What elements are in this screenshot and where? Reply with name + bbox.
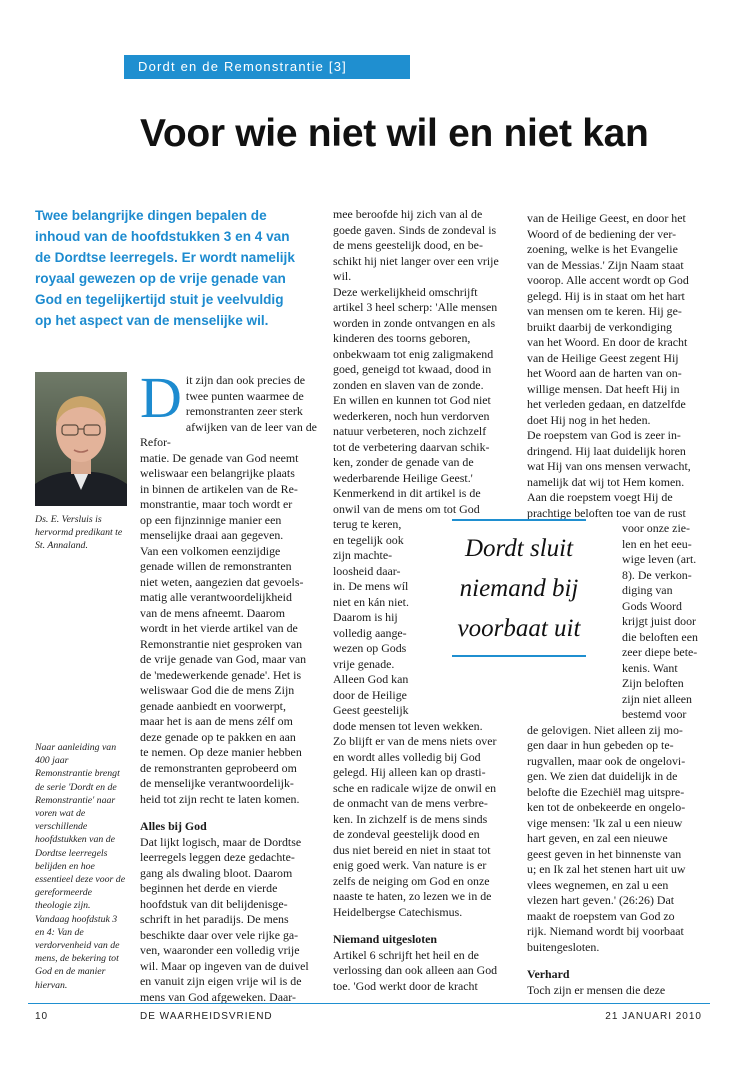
text-line: vlees wegnemen, en zal u een bbox=[527, 877, 669, 892]
text-line: maakt de roepstem van God zo bbox=[527, 908, 675, 923]
text-line: vrije genade. bbox=[333, 656, 395, 671]
text-line: sche en radicale wijze de onwil en bbox=[333, 780, 497, 795]
text-line: kenis. Want bbox=[622, 660, 678, 675]
text-line: genade aanbiedt en voorwerpt, bbox=[140, 698, 286, 713]
text-line: wordt in het vierde artikel van de bbox=[140, 621, 298, 635]
column-1 bbox=[140, 365, 320, 1005]
article-title: Voor wie niet wil en niet kan bbox=[140, 112, 649, 155]
text-line: van de Messias.' Zijn Naam staat bbox=[527, 257, 684, 272]
text-line: schrift in het paradijs. De mens bbox=[140, 912, 289, 926]
text-line: gang als dwaling bloot. Daarom bbox=[140, 865, 293, 880]
text-line: kinderen des toorns geboren, bbox=[333, 331, 471, 345]
text-line: len en het eeu- bbox=[622, 536, 692, 551]
text-line: dringend. Hij laat duidelijk horen bbox=[527, 443, 686, 458]
text-line: worden in zonde ontvangen en als bbox=[333, 315, 496, 330]
text-line: it zijn dan ook precies de bbox=[185, 373, 306, 387]
intro-paragraph: Twee belangrijke dingen bepalen de inhoud van de hoofdstukken 3 en 4 van de Dordtse leerregels. Er wordt namelijk royaal gewezen op de vrije genade van God en tegelijkertijd stuit je veelvuldig op het aspect van de menselijke wil. bbox=[35, 208, 295, 328]
text-line: gen daar in hun gebeden op te- bbox=[527, 738, 674, 752]
text-line: Zo blijft er van de mens niets over bbox=[333, 734, 497, 748]
text-line: hoofdstuk van dit belijdenisge- bbox=[140, 896, 288, 911]
pull-quote-line: niemand bij bbox=[459, 575, 579, 602]
text-line: voor onze zie- bbox=[622, 521, 691, 535]
text-line: maar het is aan de mens zélf om bbox=[140, 714, 293, 728]
text-line: de menselijke verantwoordelijk- bbox=[140, 776, 294, 790]
text-line: twee punten waarmee de bbox=[185, 388, 304, 403]
section-heading: Alles bij God bbox=[140, 819, 207, 833]
text-line: goed, geneigd tot kwaad, dood in bbox=[333, 362, 492, 376]
text-line: remonstranten zeer sterk bbox=[185, 404, 303, 418]
text-line: monstrantie, maar toch wordt er bbox=[140, 497, 293, 511]
text-line: ken. In zichzelf is de mens sinds bbox=[333, 811, 488, 826]
text-line: de gelovigen. Niet alleen zij mo- bbox=[527, 722, 683, 737]
magazine-name: DE WAARHEIDSVRIEND bbox=[140, 1011, 273, 1022]
text-line: De roepstem van God is zeer in- bbox=[527, 428, 681, 442]
text-line: en tegelijk ook bbox=[333, 532, 404, 547]
issue-date: 21 JANUARI 2010 bbox=[605, 1011, 702, 1022]
text-line: bestemd voor bbox=[622, 707, 687, 721]
text-line: van mensen om te keren. Hij ge- bbox=[527, 304, 682, 318]
series-note: Naar aanleiding van 400 jaar Remonstrantie brengt de serie 'Dordt en de Remonstrantie' naar voren wat de verschillende hoofdstukken van de Dordtse leerregels belijden en hoe essentieel deze voor de gereformeerde theologie zijn. Vandaag hoofdstuk 3 en 4: Van de verdorvenheid van de mens, de bekering tot God en de manier hiervan. bbox=[35, 742, 126, 991]
drop-cap: D bbox=[140, 365, 182, 430]
text-line: onbekwaam tot enig zaligmakend bbox=[333, 346, 494, 361]
text-line: matie. De genade van God neemt bbox=[140, 450, 299, 465]
text-line: rugvallen, maar ook de ongelovi- bbox=[527, 753, 686, 768]
pull-quote-line: Dordt sluit bbox=[464, 535, 574, 562]
text-line: te nemen. Op deze manier hebben bbox=[140, 745, 302, 759]
text-line: artikel 3 heel scherp: 'Alle mensen bbox=[333, 300, 498, 314]
text-line: zonden en slaven van de zonde. bbox=[333, 377, 484, 392]
text-line: van de Heilige Geest zegent Hij bbox=[527, 350, 679, 365]
text-line: de mens geestelijk dood, en be- bbox=[333, 238, 483, 252]
text-line: Kenmerkend in dit artikel is de bbox=[333, 486, 481, 500]
text-line: heid tot zijn recht te laten komen. bbox=[140, 791, 300, 806]
text-line: goede gaven. Sinds de zondeval is bbox=[333, 222, 497, 237]
text-line: geest geven in het binnenste van bbox=[527, 846, 682, 861]
text-line: niet en kán niet. bbox=[333, 594, 409, 609]
section-heading: Niemand uitgesloten bbox=[333, 932, 438, 946]
text-line: van het Woord. En door de kracht bbox=[527, 335, 688, 349]
pull-quote bbox=[440, 519, 598, 679]
text-line: mee beroofde hij zich van al de bbox=[333, 207, 483, 221]
text-line: Zijn beloften bbox=[622, 676, 684, 690]
pull-quote-rule bbox=[452, 655, 586, 657]
text-line: niet weten, aangezien dat gevoels- bbox=[140, 574, 304, 589]
text-line: Toch zijn er mensen die deze bbox=[527, 982, 666, 997]
text-line: doet Hij nog in het heden. bbox=[527, 412, 651, 427]
text-line: Aan die roepstem voegt Hij de bbox=[527, 490, 673, 504]
text-line: dus niet bereid en niet in staat tot bbox=[333, 842, 491, 857]
text-line: onwil van de mens om tot God bbox=[333, 501, 480, 516]
text-line: rijk. Niemand wordt bij voorbaat bbox=[527, 924, 684, 938]
text-line: matig alle verantwoordelijkheid bbox=[140, 590, 292, 604]
text-line: zijn niet alleen bbox=[622, 691, 692, 706]
text-line: genade willen de remonstranten bbox=[140, 559, 292, 573]
text-line: wederbarende Heilige Geest.' bbox=[333, 470, 473, 485]
text-line: ken tot de onbekeerde en ongelo- bbox=[527, 800, 686, 814]
text-line: hart geven, en zal een nieuwe bbox=[527, 831, 668, 845]
text-line: menselijke draai aan gegeven. bbox=[140, 528, 284, 542]
text-line: deze genade op te pakken en aan bbox=[140, 729, 296, 744]
text-line: weliswaar een belangrijke plaats bbox=[140, 466, 295, 480]
section-heading: Verhard bbox=[527, 967, 570, 981]
text-line: vige mensen: 'Ik zal u een nieuw bbox=[527, 815, 683, 830]
text-line: bruikt daarbij de verkondiging bbox=[527, 319, 672, 334]
text-line: krijgt juist door bbox=[622, 614, 696, 628]
text-line: de zondeval geestelijk dood en bbox=[333, 827, 480, 841]
pull-quote-line: voorbaat uit bbox=[457, 615, 581, 642]
text-line: u; en Ik zal het stenen hart uit uw bbox=[527, 862, 686, 876]
text-line: wige leven (art. bbox=[622, 552, 697, 566]
text-line: gen. We zien dat duidelijk in de bbox=[527, 769, 678, 783]
text-line: verlossing dan ook alleen aan God bbox=[333, 963, 498, 977]
text-line: willige mensen. Dat heeft Hij in bbox=[527, 381, 680, 396]
text-line: van de mens afneemt. Daarom bbox=[140, 605, 285, 620]
text-line: Daarom is hij bbox=[333, 610, 398, 624]
text-line: door de Heilige bbox=[333, 687, 407, 702]
text-line: gelegd. Hij is in staat om het hart bbox=[527, 288, 685, 303]
text-line: Dat lijkt logisch, maar de Dordtse bbox=[140, 834, 302, 849]
text-line: Artikel 6 schrijft het heil en de bbox=[333, 947, 479, 962]
text-line: in. De mens wíl bbox=[333, 579, 409, 593]
text-line: namelijk dat wij tot Hem komen. bbox=[527, 474, 685, 489]
text-line: wil. bbox=[333, 269, 352, 283]
text-line: ken, zonder de genade van de bbox=[333, 455, 474, 469]
text-line: wat Hij van ons mensen verwacht, bbox=[527, 459, 691, 473]
text-line: en vanuit zijn eigen vrije wil is de bbox=[140, 974, 302, 988]
text-line: afwijken van de leer van de Refor- bbox=[140, 419, 317, 449]
photo-caption: Ds. E. Versluis is hervormd predikant te St. Annaland. bbox=[35, 514, 123, 552]
text-line: de 'medewerkende genade'. Het is bbox=[140, 667, 302, 682]
page-number: 10 bbox=[35, 1011, 49, 1022]
text-line: leerregels leggen deze gedachte- bbox=[140, 850, 295, 864]
author-photo bbox=[35, 372, 127, 506]
text-line: Heidelbergse Catechismus. bbox=[333, 904, 463, 919]
text-line: vlezen hart geven.' (26:26) Dat bbox=[527, 893, 675, 907]
footer-rule bbox=[28, 1003, 710, 1004]
author-portrait bbox=[35, 372, 127, 506]
text-line: het Woord aan de harten van on- bbox=[527, 366, 682, 380]
text-line: buitengesloten. bbox=[527, 939, 600, 954]
text-line: van de Heilige Geest, en door het bbox=[527, 211, 686, 225]
text-line: gelegd. Hij alleen kan op drasti- bbox=[333, 765, 486, 779]
text-line: Deze werkelijkheid omschrijft bbox=[333, 284, 478, 299]
text-line: wil. Maar op ingeven van de duivel bbox=[140, 958, 309, 973]
text-line: beginnen het derde en vierde bbox=[140, 881, 278, 895]
text-line: schikt hij niet langer over een vrije bbox=[333, 253, 499, 268]
text-line: Woord of de bediening der ver- bbox=[527, 226, 677, 241]
text-line: zelfs de neiging om God en onze bbox=[333, 873, 490, 888]
text-line: en wordt alles volledig bij God bbox=[333, 749, 481, 764]
text-line: wezen op Gods bbox=[333, 641, 407, 655]
text-line: Gods Woord bbox=[622, 598, 682, 613]
text-line: En willen en kunnen tot God niet bbox=[333, 393, 491, 407]
text-line: zijn machte- bbox=[333, 548, 393, 562]
text-line: Alleen God kan bbox=[333, 672, 409, 686]
text-line: voorop. Alle accent wordt op God bbox=[527, 273, 689, 287]
text-line: zeer diepe bete- bbox=[622, 645, 698, 659]
text-line: zoening, welke is het Evangelie bbox=[527, 242, 678, 256]
text-line: op een fijnzinnige manier een bbox=[140, 512, 282, 527]
text-line: de vrije genade van God, maar van bbox=[140, 652, 307, 666]
text-line: beschikte daar over vele rijke ga- bbox=[140, 927, 299, 942]
text-line: loosheid daar- bbox=[333, 563, 401, 578]
text-line: naaste te haten, zo lezen we in de bbox=[333, 889, 492, 903]
text-line: toe. 'God werkt door de kracht bbox=[333, 978, 478, 993]
text-line: weliswaar God die de mens Zijn bbox=[140, 683, 295, 697]
text-line: Remonstrantie niet gesproken van bbox=[140, 636, 303, 651]
text-line: diging van bbox=[622, 583, 673, 597]
text-line: terug te keren, bbox=[333, 517, 402, 531]
text-line: mens van God afgeweken. Daar- bbox=[140, 989, 296, 1004]
text-line: wederkeren, noch hun verdorven bbox=[333, 408, 490, 423]
text-line: enig goed werk. Van nature is er bbox=[333, 858, 487, 872]
text-line: ven, waaronder een volledig vrije bbox=[140, 943, 300, 957]
text-line: prachtige beloften toe van de rust bbox=[527, 505, 686, 520]
series-banner: Dordt en de Remonstrantie [3] bbox=[124, 55, 410, 79]
text-line: de remonstranten geprobeerd om bbox=[140, 760, 297, 775]
text-line: die beloften een bbox=[622, 629, 698, 644]
text-line: de onmacht van de mens verbre- bbox=[333, 796, 488, 810]
text-line: natuur verbeteren, noch zichzelf bbox=[333, 424, 487, 438]
text-line: in binnen de artikelen van de Re- bbox=[140, 481, 298, 496]
text-line: tot de verbetering daarvan schik- bbox=[333, 439, 490, 454]
text-line: volledig aange- bbox=[333, 625, 407, 640]
text-line: het verleden gedaan, en datzelfde bbox=[527, 397, 686, 411]
text-line: dode mensen tot leven wekken. bbox=[333, 718, 483, 733]
text-line: Van een volkomen eenzijdige bbox=[140, 543, 281, 558]
text-line: 8). De verkon- bbox=[622, 567, 692, 582]
text-line: belofte die Ezechiël mag uitspre- bbox=[527, 784, 685, 799]
text-line: Geest geestelijk bbox=[333, 703, 409, 717]
